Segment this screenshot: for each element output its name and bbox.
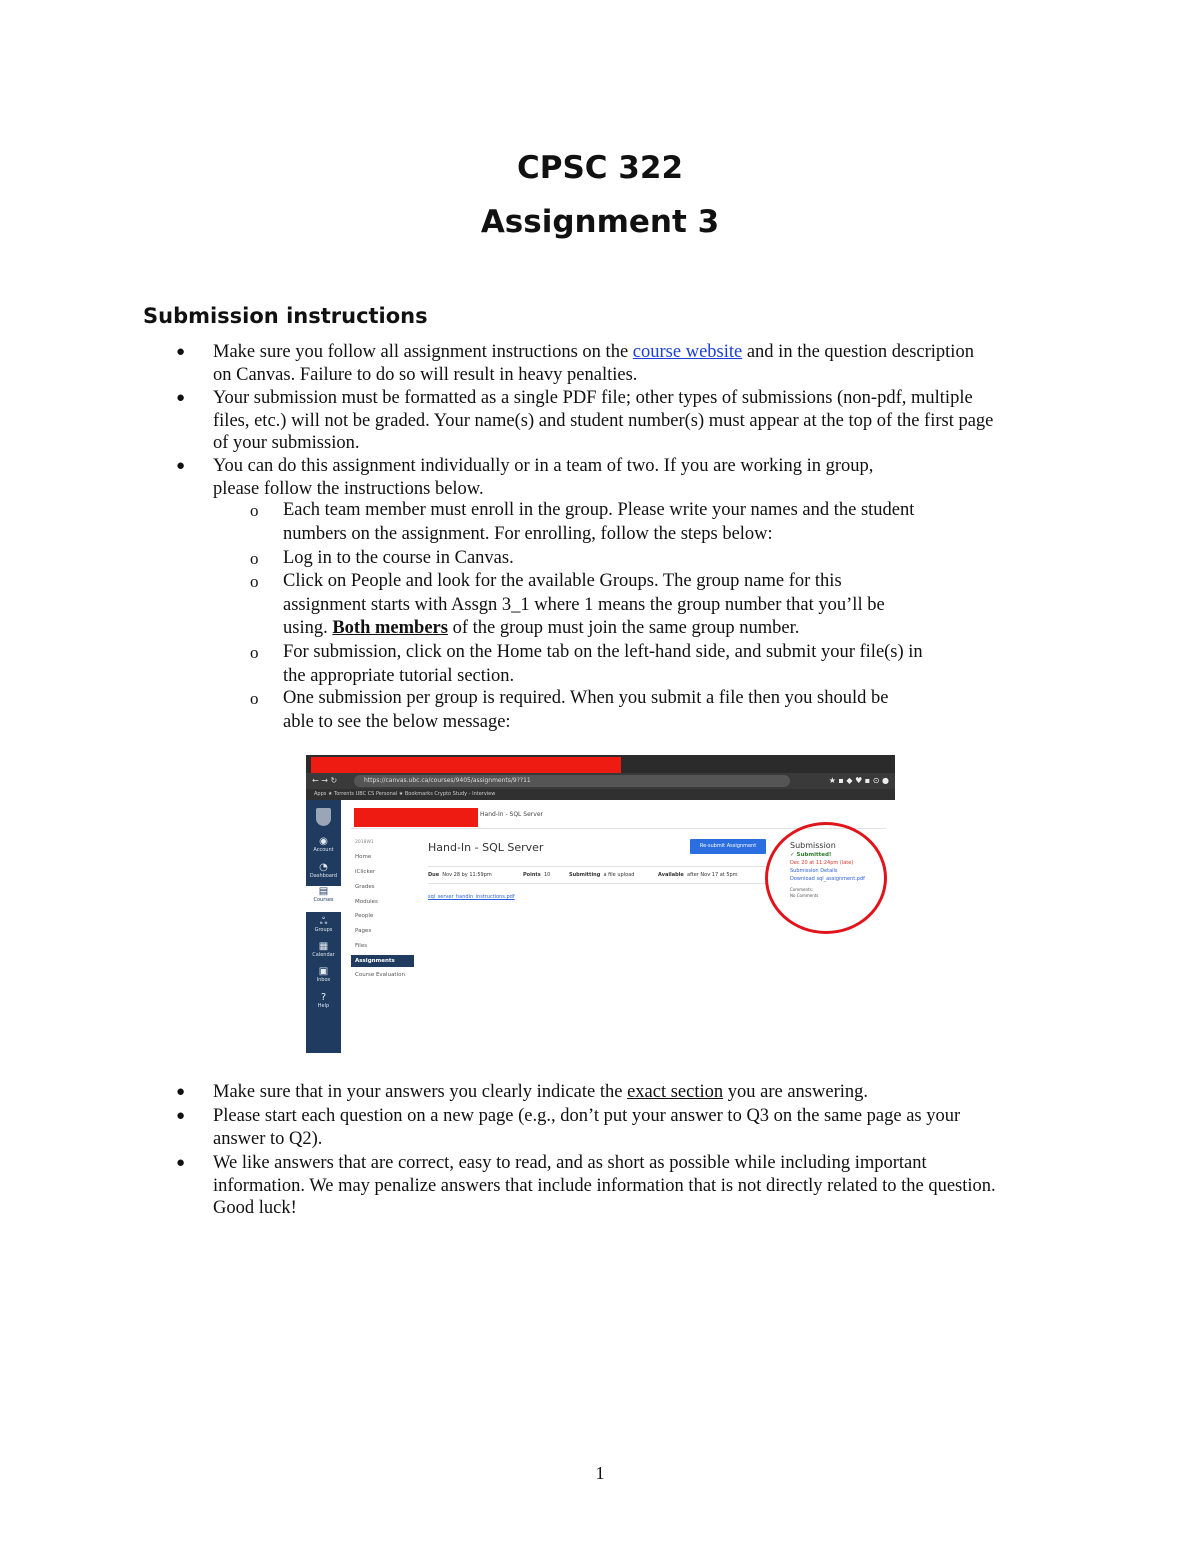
course-nav-files: Files: [355, 943, 368, 949]
course-nav-modules: Modules: [355, 899, 378, 905]
text: numbers on the assignment. For enrolling, follow the steps below:: [283, 523, 773, 544]
bookmarks-text: Apps ★ Torrents UBC CS Personal ★ Bookmarks Crypto Study - Interview: [314, 791, 496, 797]
comments-value: No Comments: [790, 893, 819, 898]
course-website-link[interactable]: course website: [632, 342, 743, 362]
late-status: Dec 20 at 11:24pm (late): [790, 860, 854, 866]
address-text: https://canvas.ubc.ca/courses/9405/assignments/9??11: [364, 777, 531, 784]
text: assignment starts with Assgn 3_1 where 1 means the group number that you’ll be: [283, 594, 885, 615]
text: Make sure that in your answers you clearly indicate the: [213, 1082, 628, 1102]
meta-value: after Nov 17 at 5pm: [687, 872, 738, 878]
underlined-text: exact section: [627, 1082, 724, 1102]
sub-list-item: [283, 687, 966, 734]
calendar-nav: [306, 941, 341, 958]
text: able to see the below message:: [283, 711, 511, 732]
text: Click on People and look for the available Groups. The group name for this: [283, 571, 842, 591]
bullet-icon: ●: [176, 1084, 186, 1100]
canvas-global-nav: [306, 800, 341, 1053]
text: Each team member must enroll in the group. Please write your names and the student: [283, 500, 915, 520]
course-nav-home: Home: [355, 854, 372, 860]
help-nav: [306, 992, 341, 1009]
points-meta: [523, 871, 550, 879]
courses-nav: [306, 886, 341, 912]
meta-label: Available: [658, 872, 684, 878]
text: For submission, click on the Home tab on the left-hand side, and submit your file(s) in: [283, 642, 923, 662]
sub-list-item: [283, 570, 966, 641]
highlight-circle: [765, 822, 887, 934]
due-meta: [428, 871, 492, 879]
nav-label: Dashboard: [309, 873, 338, 879]
redaction-bar: [354, 808, 478, 827]
bullet-icon: ●: [176, 1155, 186, 1171]
dashboard-icon: ◔: [319, 862, 328, 873]
meta-label: Due: [428, 872, 440, 878]
course-nav-pages: Pages: [355, 928, 372, 934]
assignment-page-title: Hand-In - SQL Server: [428, 841, 544, 854]
account-icon: ◉: [319, 836, 328, 847]
course-nav-evaluation: Course Evaluation: [355, 972, 405, 978]
inbox-nav: [306, 966, 341, 983]
meta-label: Points: [523, 872, 541, 878]
nav-label: Help: [317, 1003, 330, 1009]
text: Good luck!: [213, 1198, 297, 1218]
text: You can do this assignment individually or in a team of two. If you are working in group,: [213, 456, 874, 476]
sub-list-item: [283, 547, 966, 571]
divider: [428, 883, 768, 884]
browser-nav-icons: ← → ↻: [312, 776, 338, 785]
bullet-icon: ●: [176, 390, 186, 406]
list-item: [213, 341, 1048, 386]
calendar-icon: ▦: [318, 941, 329, 952]
submitting-meta: [569, 871, 634, 879]
text: of the group must join the same group number.: [447, 618, 800, 638]
sub-bullet-icon: o: [250, 549, 259, 568]
nav-label: Account: [313, 847, 334, 853]
divider: [428, 866, 768, 867]
text: We like answers that are correct, easy to read, and as short as possible while including important: [213, 1153, 927, 1173]
sub-list-item: [283, 641, 966, 688]
available-meta: [658, 871, 738, 879]
text: of your submission.: [213, 433, 360, 453]
nav-label: Inbox: [316, 977, 331, 983]
meta-value: Nov 28 by 11:59pm: [442, 872, 492, 878]
text: please follow the instructions below.: [213, 478, 484, 499]
list-item: [213, 455, 966, 500]
list-item: [213, 387, 1048, 455]
page-number: 1: [595, 1463, 605, 1483]
help-icon: ?: [320, 992, 327, 1003]
sub-bullet-icon: o: [250, 643, 259, 662]
sub-bullet-icon: o: [250, 501, 259, 520]
text: on Canvas. Failure to do so will result in heavy penalties.: [213, 364, 638, 385]
ubc-logo-icon: [316, 808, 331, 826]
sub-bullet-icon: o: [250, 689, 259, 708]
breadcrumb: Hand-In - SQL Server: [480, 811, 543, 818]
list-item: [213, 1152, 1048, 1220]
text: files, etc.) will not be graded. Your name(s) and student number(s) must appear at the top of the first page: [213, 410, 994, 431]
nav-label: Groups: [314, 927, 333, 933]
emphasis-text: Both members: [332, 618, 448, 638]
text: answer to Q2).: [213, 1128, 323, 1149]
nav-label: Courses: [313, 897, 334, 903]
account-nav: [306, 836, 341, 853]
list-item: [213, 1081, 1048, 1104]
redaction-bar: [311, 757, 621, 774]
text: information. We may penalize answers that include information that is not directly related to the question.: [213, 1175, 996, 1196]
text: Please start each question on a new page (e.g., don’t put your answer to Q3 on the same page as your: [213, 1106, 961, 1126]
meta-label: Submitting: [569, 872, 601, 878]
submitted-status: ✓ Submitted!: [790, 852, 832, 858]
text: using.: [283, 618, 333, 638]
groups-icon: ஃ: [319, 916, 328, 927]
course-nav-people: People: [355, 913, 374, 919]
meta-value: a file upload: [603, 872, 635, 878]
comments-label: Comments:: [790, 887, 814, 892]
course-title: CPSC 322: [516, 150, 684, 186]
meta-value: 10: [543, 872, 551, 878]
term-label: 2018W1: [355, 840, 374, 845]
submission-details-link: Submission Details: [790, 868, 838, 874]
text: Log in to the course in Canvas.: [283, 548, 514, 568]
bullet-icon: ●: [176, 1108, 186, 1124]
extension-icons: ★ ▪ ◆ ♥ ▪ ⊙ ●: [828, 776, 889, 785]
assignment-title: Assignment 3: [480, 204, 720, 240]
course-nav-assignments: Assignments: [351, 955, 414, 967]
text: Your submission must be formatted as a single PDF file; other types of submissions (non-pdf, multiple: [213, 388, 973, 408]
resubmit-button: Re-submit Assignment: [690, 839, 766, 854]
canvas-screenshot: [306, 755, 895, 1053]
groups-nav: [306, 916, 341, 933]
download-link: Download sql_assignment.pdf: [790, 876, 865, 882]
courses-icon: ▤: [318, 886, 329, 897]
instructions-file-link: sql_server_handin_instructions.pdf: [428, 894, 515, 900]
submission-panel-title: Submission: [790, 841, 836, 850]
text: and in the question description: [742, 342, 974, 362]
sub-bullet-icon: o: [250, 572, 259, 591]
text: Make sure you follow all assignment instructions on the: [213, 342, 633, 362]
text: the appropriate tutorial section.: [283, 665, 515, 686]
sub-list-item: [283, 499, 966, 546]
bullet-icon: ●: [176, 344, 186, 360]
course-nav-grades: Grades: [355, 884, 375, 890]
text: One submission per group is required. When you submit a file then you should be: [283, 688, 889, 708]
text: you are answering.: [723, 1082, 868, 1102]
bullet-icon: ●: [176, 458, 186, 474]
course-nav-iclicker: iClicker: [355, 869, 376, 875]
dashboard-nav: [306, 862, 341, 879]
section-heading: Submission instructions: [143, 304, 428, 328]
list-item: [213, 1105, 1048, 1150]
nav-label: Calendar: [312, 952, 335, 958]
inbox-icon: ▣: [318, 966, 329, 977]
